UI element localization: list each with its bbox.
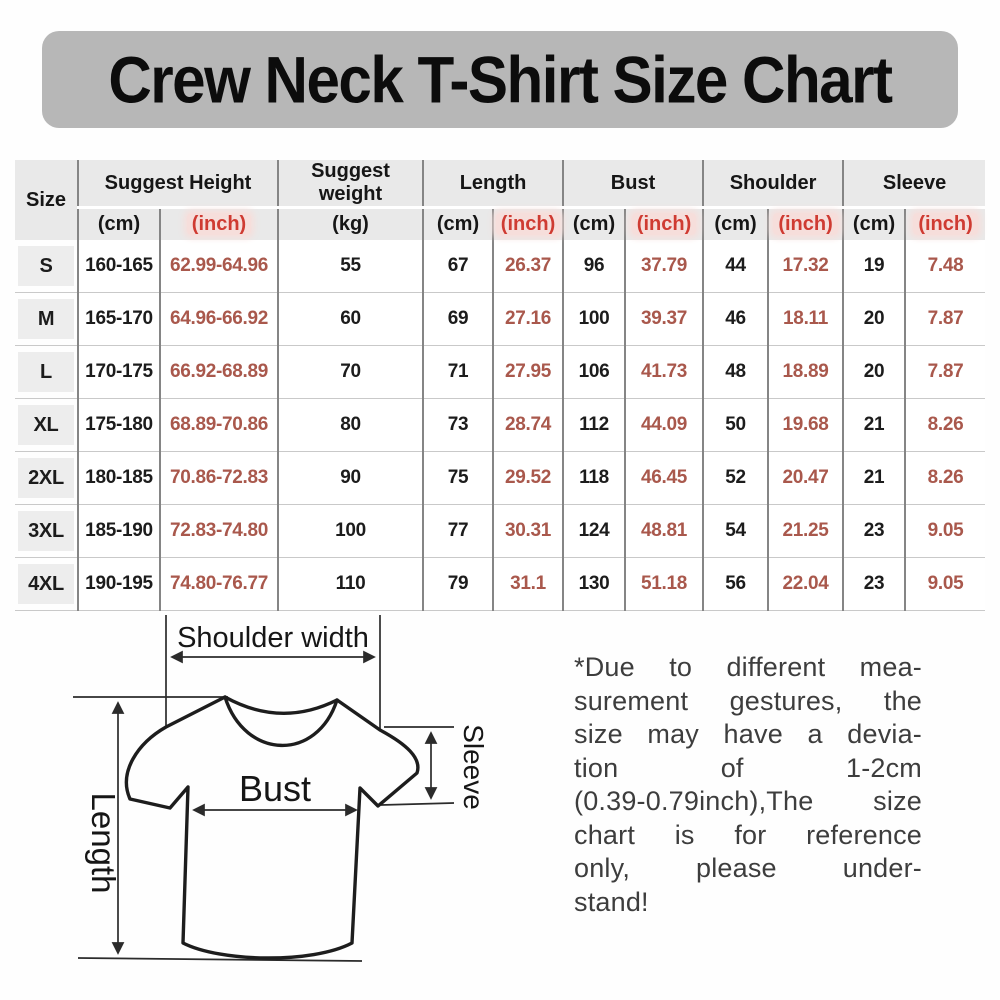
note-line: surement gestures, the [574, 685, 922, 716]
value-cell: 50 [703, 399, 768, 452]
value-cell: 96 [563, 240, 625, 293]
value-cell: 27.95 [493, 346, 563, 399]
unit-bust-inch: (inch) [625, 208, 703, 241]
value-cell: 72.83-74.80 [160, 505, 278, 558]
bust-label: Bust [238, 768, 312, 809]
value-cell: 20 [843, 346, 905, 399]
unit-sleeve-inch: (inch) [905, 208, 985, 241]
unit-bust-cm: (cm) [563, 208, 625, 241]
value-cell: 20.47 [768, 452, 843, 505]
value-cell: 27.16 [493, 293, 563, 346]
value-cell: 23 [843, 558, 905, 611]
value-cell: 19 [843, 240, 905, 293]
unit-length-cm: (cm) [423, 208, 493, 241]
value-cell: 118 [563, 452, 625, 505]
value-cell: 73 [423, 399, 493, 452]
unit-length-inch: (inch) [493, 208, 563, 241]
size-cell: 4XL [15, 558, 78, 611]
length-guide-bottom [78, 958, 362, 961]
size-table [15, 160, 985, 611]
value-cell: 165-170 [78, 293, 160, 346]
note-line: tion of 1-2cm [574, 752, 922, 783]
value-cell: 18.11 [768, 293, 843, 346]
value-cell: 110 [278, 558, 423, 611]
value-cell: 7.48 [905, 240, 985, 293]
value-cell: 130 [563, 558, 625, 611]
value-cell: 46 [703, 293, 768, 346]
value-cell: 21 [843, 399, 905, 452]
value-cell: 21.25 [768, 505, 843, 558]
table-row [15, 293, 985, 346]
note-line: chart is for reference [574, 819, 922, 850]
table-row [15, 240, 985, 293]
value-cell: 112 [563, 399, 625, 452]
value-cell: 77 [423, 505, 493, 558]
shoulder-width-label: Shoulder width [177, 622, 369, 654]
length-label: Length [85, 792, 122, 894]
value-cell: 75 [423, 452, 493, 505]
value-cell: 52 [703, 452, 768, 505]
value-cell: 9.05 [905, 558, 985, 611]
note-line: *Due to different mea- [574, 652, 922, 682]
value-cell: 22.04 [768, 558, 843, 611]
col-header-size: Size [15, 160, 78, 240]
note-line: size may have a devia- [574, 719, 922, 749]
sleeve-guide-bottom [381, 803, 454, 805]
value-cell: 51.18 [625, 558, 703, 611]
value-cell: 185-190 [78, 505, 160, 558]
value-cell: 56 [703, 558, 768, 611]
value-cell: 30.31 [493, 505, 563, 558]
value-cell: 7.87 [905, 346, 985, 399]
value-cell: 8.26 [905, 452, 985, 505]
tshirt-outline [126, 697, 417, 958]
col-header-sleeve: Sleeve [843, 160, 985, 208]
table-row [15, 399, 985, 452]
value-cell: 66.92-68.89 [160, 346, 278, 399]
value-cell: 70 [278, 346, 423, 399]
page-title: Crew Neck T-Shirt Size Chart [108, 42, 892, 117]
unit-shoulder-cm: (cm) [703, 208, 768, 241]
value-cell: 19.68 [768, 399, 843, 452]
tshirt-body [126, 697, 417, 958]
value-cell: 54 [703, 505, 768, 558]
size-cell: L [15, 346, 78, 399]
size-cell: 3XL [15, 505, 78, 558]
note-text [574, 651, 922, 919]
value-cell: 170-175 [78, 346, 160, 399]
value-cell: 18.89 [768, 346, 843, 399]
value-cell: 67 [423, 240, 493, 293]
value-cell: 80 [278, 399, 423, 452]
note-line: stand! [574, 886, 649, 917]
value-cell: 90 [278, 452, 423, 505]
value-cell: 44.09 [625, 399, 703, 452]
value-cell: 160-165 [78, 240, 160, 293]
value-cell: 69 [423, 293, 493, 346]
size-cell: M [15, 293, 78, 346]
size-table-body [15, 240, 985, 611]
value-cell: 55 [278, 240, 423, 293]
col-header-bust: Bust [563, 160, 703, 208]
sleeve-label: Sleeve [458, 724, 489, 810]
header-group-row [15, 160, 985, 208]
title-banner [42, 31, 958, 128]
value-cell: 29.52 [493, 452, 563, 505]
value-cell: 68.89-70.86 [160, 399, 278, 452]
table-row [15, 505, 985, 558]
value-cell: 79 [423, 558, 493, 611]
value-cell: 26.37 [493, 240, 563, 293]
value-cell: 41.73 [625, 346, 703, 399]
value-cell: 8.26 [905, 399, 985, 452]
value-cell: 64.96-66.92 [160, 293, 278, 346]
value-cell: 74.80-76.77 [160, 558, 278, 611]
col-header-length: Length [423, 160, 563, 208]
value-cell: 175-180 [78, 399, 160, 452]
col-header-suggest-weight: Suggest weight [278, 160, 423, 208]
tshirt-diagram [40, 600, 580, 1000]
value-cell: 44 [703, 240, 768, 293]
value-cell: 20 [843, 293, 905, 346]
value-cell: 37.79 [625, 240, 703, 293]
value-cell: 60 [278, 293, 423, 346]
value-cell: 71 [423, 346, 493, 399]
unit-height-inch: (inch) [160, 208, 278, 241]
unit-sleeve-cm: (cm) [843, 208, 905, 241]
header-unit-row [15, 208, 985, 241]
unit-shoulder-inch: (inch) [768, 208, 843, 241]
value-cell: 62.99-64.96 [160, 240, 278, 293]
col-header-shoulder: Shoulder [703, 160, 843, 208]
value-cell: 48.81 [625, 505, 703, 558]
value-cell: 190-195 [78, 558, 160, 611]
size-cell: XL [15, 399, 78, 452]
value-cell: 106 [563, 346, 625, 399]
table-row [15, 452, 985, 505]
value-cell: 100 [563, 293, 625, 346]
value-cell: 70.86-72.83 [160, 452, 278, 505]
col-header-suggest-height: Suggest Height [78, 160, 278, 208]
size-cell: S [15, 240, 78, 293]
note-line: (0.39-0.79inch),The size [574, 786, 922, 816]
value-cell: 46.45 [625, 452, 703, 505]
value-cell: 23 [843, 505, 905, 558]
value-cell: 17.32 [768, 240, 843, 293]
unit-weight-kg: (kg) [278, 208, 423, 241]
table-row [15, 346, 985, 399]
value-cell: 39.37 [625, 293, 703, 346]
value-cell: 180-185 [78, 452, 160, 505]
value-cell: 7.87 [905, 293, 985, 346]
unit-height-cm: (cm) [78, 208, 160, 241]
value-cell: 21 [843, 452, 905, 505]
value-cell: 124 [563, 505, 625, 558]
value-cell: 100 [278, 505, 423, 558]
table-header [15, 160, 985, 240]
value-cell: 28.74 [493, 399, 563, 452]
note-line: only, please under- [574, 853, 922, 883]
value-cell: 31.1 [493, 558, 563, 611]
size-cell: 2XL [15, 452, 78, 505]
value-cell: 9.05 [905, 505, 985, 558]
value-cell: 48 [703, 346, 768, 399]
